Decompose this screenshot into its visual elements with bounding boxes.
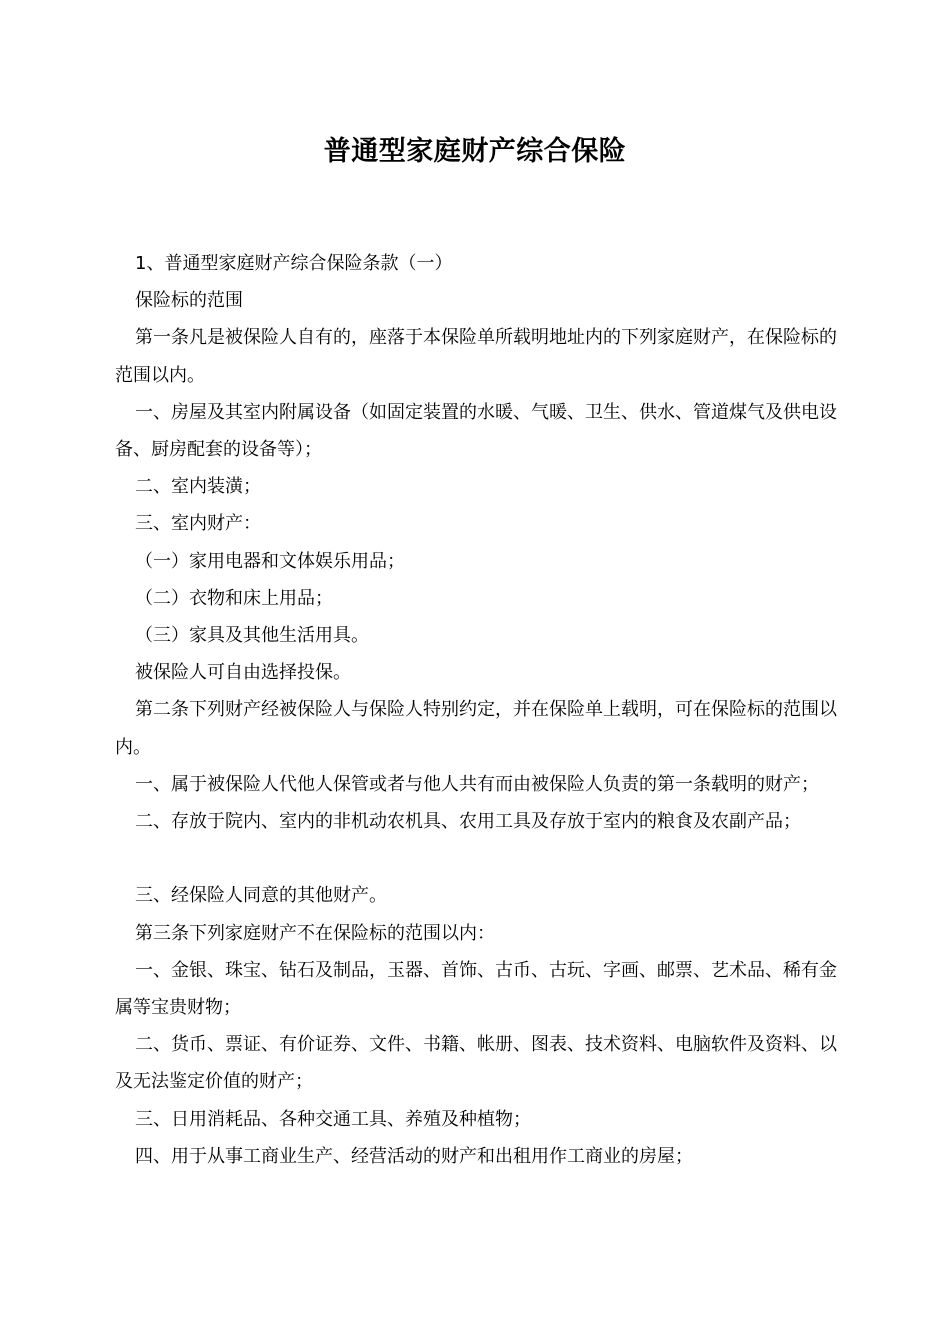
article-3-item-3: 三、日用消耗品、各种交通工具、养殖及种植物； xyxy=(135,1108,531,1130)
clause-heading: 1、普通型家庭财产综合保险条款（一） xyxy=(135,253,453,274)
article-3: 第三条下列家庭财产不在保险标的范围以内： xyxy=(135,922,495,944)
article-1-subitem-1: （一）家用电器和文体娱乐用品； xyxy=(135,550,405,572)
article-2-item-3: 三、经保险人同意的其他财产。 xyxy=(135,885,387,907)
document-body xyxy=(115,245,845,1175)
article-2-item-2: 二、存放于院内、室内的非机动农机具、农用工具及存放于室内的粮食及农副产品； xyxy=(135,811,801,833)
blank-line xyxy=(115,840,845,877)
article-3-item-2: 二、货币、票证、有价证券、文件、书籍、帐册、图表、技术资料、电脑软件及资料、以及无法鉴定价值的财产； xyxy=(115,1034,837,1093)
article-3-item-4: 四、用于从事工商业生产、经营活动的财产和出租用作工商业的房屋； xyxy=(135,1145,693,1167)
article-1-item-1: 一、房屋及其室内附属设备（如固定装置的水暖、气暖、卫生、供水、管道煤气及供电设备、厨房配套的设备等）； xyxy=(115,401,837,461)
article-2-item-1: 一、属于被保险人代他人保管或者与他人共有而由被保险人负责的第一条载明的财产； xyxy=(135,773,819,795)
document-title: 普通型家庭财产综合保险 xyxy=(323,136,627,167)
article-3-item-1: 一、金银、珠宝、钻石及制品，玉器、首饰、古币、古玩、字画、邮票、艺术品、稀有金属等宝贵财物； xyxy=(115,959,837,1019)
article-2: 第二条下列财产经被保险人与保险人特别约定，并在保险单上载明，可在保险标的范围以内。 xyxy=(115,699,837,758)
section-heading: 保险标的范围 xyxy=(135,290,243,312)
article-1: 第一条凡是被保险人自有的，座落于本保险单所载明地址内的下列家庭财产，在保险标的范围以内。 xyxy=(115,327,837,386)
article-1-item-2: 二、室内装潢； xyxy=(135,476,261,498)
article-1-subitem-2: （二）衣物和床上用品； xyxy=(135,587,333,609)
article-1-item-3: 三、室内财产： xyxy=(135,513,261,535)
article-1-note: 被保险人可自由选择投保。 xyxy=(135,662,351,684)
article-1-subitem-3: （三）家具及其他生活用具。 xyxy=(135,625,369,647)
